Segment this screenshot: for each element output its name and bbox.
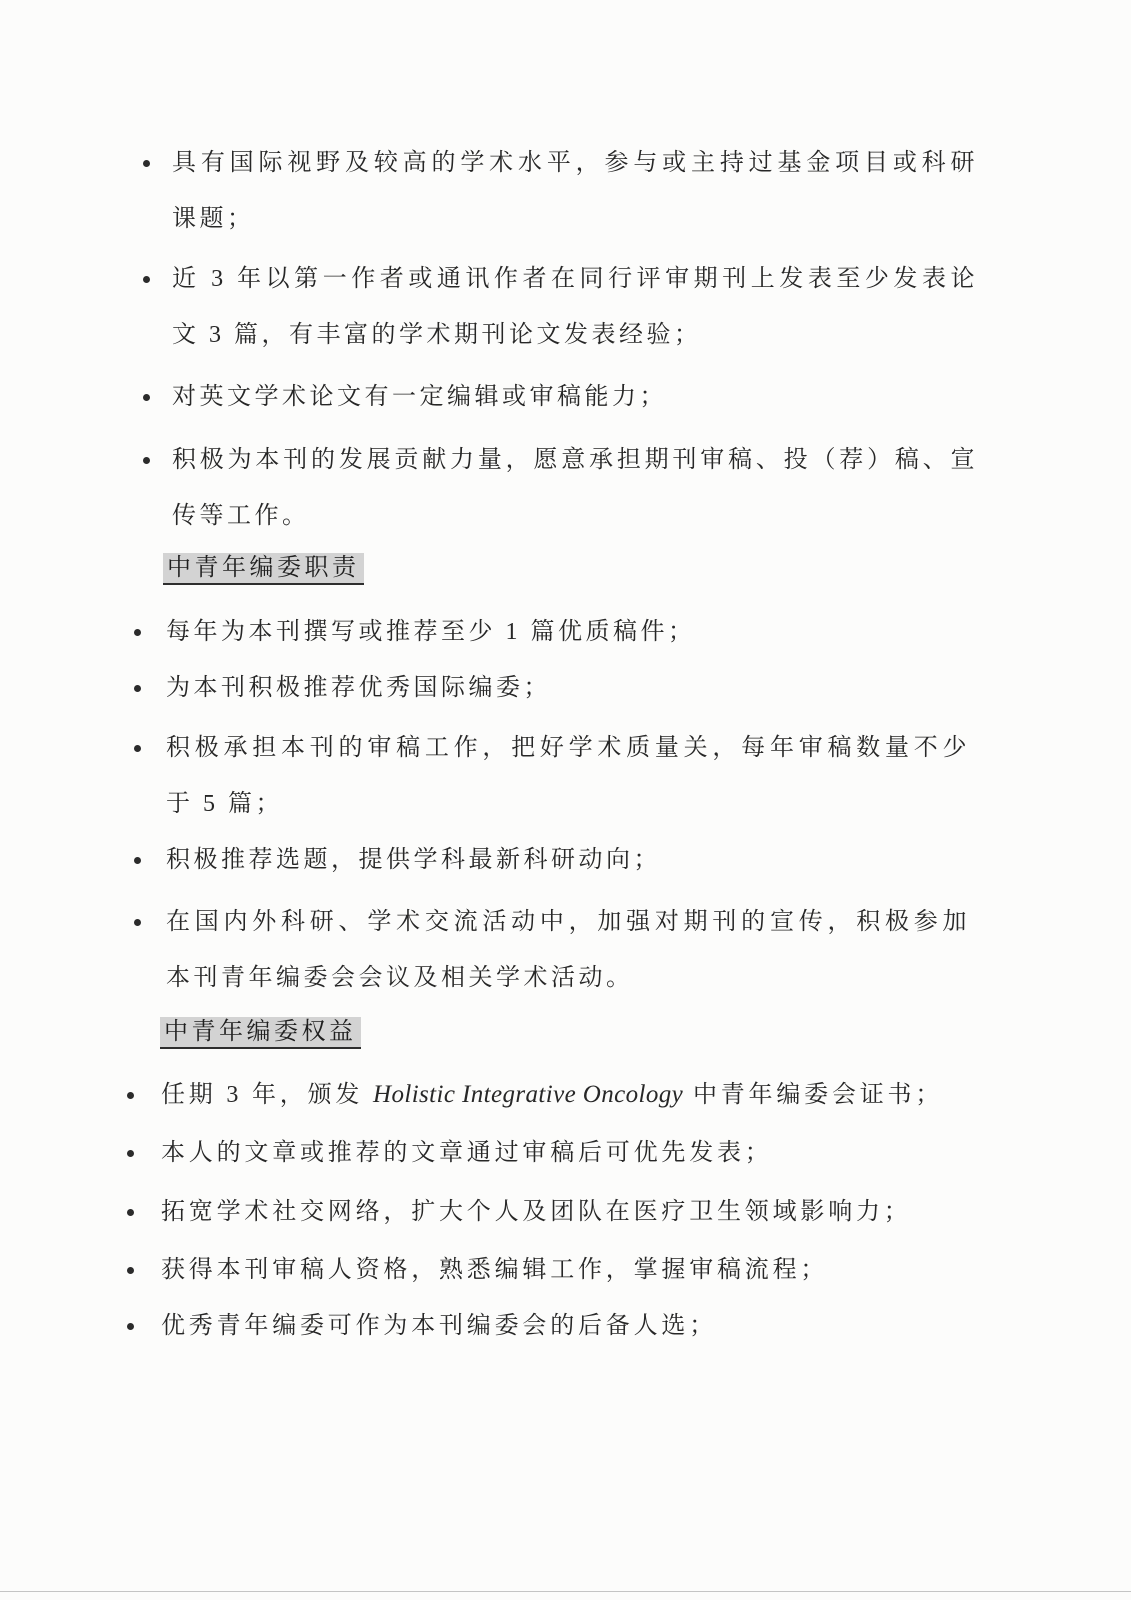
- benefit-text-suffix: 中青年编委会证书；: [683, 1082, 944, 1108]
- list-item: [161, 1067, 991, 1123]
- bullet-icon: [127, 1209, 134, 1216]
- list-item-line: 积极为本刊的发展贡献力量，愿意承担期刊审稿、投（荐）稿、宣: [172, 447, 978, 473]
- bullet-icon: [143, 457, 150, 464]
- bullet-icon: [127, 1092, 134, 1099]
- list-item-line: 本刊青年编委会会议及相关学术活动。: [166, 965, 634, 991]
- list-item: [161, 1298, 991, 1354]
- list-item: [166, 604, 970, 660]
- list-item-line: 优秀青年编委可作为本刊编委会的后备人选；: [161, 1313, 717, 1339]
- bullet-icon: [127, 1267, 134, 1274]
- list-item: [166, 720, 970, 832]
- section-heading-duties: 中青年编委职责: [163, 553, 364, 585]
- list-item: [172, 251, 978, 363]
- bullet-icon: [134, 857, 141, 864]
- list-item-line: 在国内外科研、学术交流活动中，加强对期刊的宣传，积极参加: [166, 909, 970, 935]
- list-item-line: 对英文学术论文有一定编辑或审稿能力；: [172, 384, 667, 410]
- list-item: [172, 432, 978, 544]
- section-heading-benefits: 中青年编委权益: [160, 1017, 361, 1049]
- list-item: [172, 369, 978, 425]
- list-item-line: 为本刊积极推荐优秀国际编委；: [166, 675, 551, 701]
- list-item-line: 于 5 篇；: [166, 791, 283, 817]
- bullet-icon: [134, 685, 141, 692]
- list-item-line: 积极承担本刊的审稿工作，把好学术质量关，每年审稿数量不少: [166, 735, 970, 761]
- list-item-line: 获得本刊审稿人资格，熟悉编辑工作，掌握审稿流程；: [161, 1257, 829, 1283]
- list-item-line: 积极推荐选题，提供学科最新科研动向；: [166, 847, 661, 873]
- scan-edge-line: [0, 1591, 1131, 1592]
- journal-name: Holistic Integrative Oncology: [373, 1081, 684, 1108]
- list-item: [161, 1125, 991, 1181]
- list-item: [166, 660, 970, 716]
- list-item-line: 每年为本刊撰写或推荐至少 1 篇优质稿件；: [166, 619, 696, 645]
- list-item: [161, 1184, 991, 1240]
- benefit-text-prefix: 任期 3 年，颁发: [161, 1082, 373, 1108]
- list-item: [161, 1242, 991, 1298]
- bullet-icon: [143, 394, 150, 401]
- list-item: [166, 894, 970, 1006]
- bullet-icon: [127, 1150, 134, 1157]
- bullet-icon: [143, 160, 150, 167]
- bullet-icon: [134, 919, 141, 926]
- list-item-line: [161, 1067, 991, 1123]
- bullet-icon: [134, 745, 141, 752]
- list-item-line: 课题；: [172, 206, 255, 232]
- bullet-icon: [143, 276, 150, 283]
- list-item-line: 本人的文章或推荐的文章通过审稿后可优先发表；: [161, 1140, 773, 1166]
- bullet-icon: [127, 1323, 134, 1330]
- list-item: [172, 135, 978, 247]
- list-item-line: 传等工作。: [172, 503, 310, 529]
- list-item-line: 具有国际视野及较高的学术水平，参与或主持过基金项目或科研: [172, 150, 978, 176]
- list-item-line: 文 3 篇，有丰富的学术期刊论文发表经验；: [172, 322, 702, 348]
- list-item-line: 拓宽学术社交网络，扩大个人及团队在医疗卫生领域影响力；: [161, 1199, 912, 1225]
- list-item: [166, 832, 970, 888]
- bullet-icon: [134, 629, 141, 636]
- list-item-line: 近 3 年以第一作者或通讯作者在同行评审期刊上发表至少发表论: [172, 266, 978, 292]
